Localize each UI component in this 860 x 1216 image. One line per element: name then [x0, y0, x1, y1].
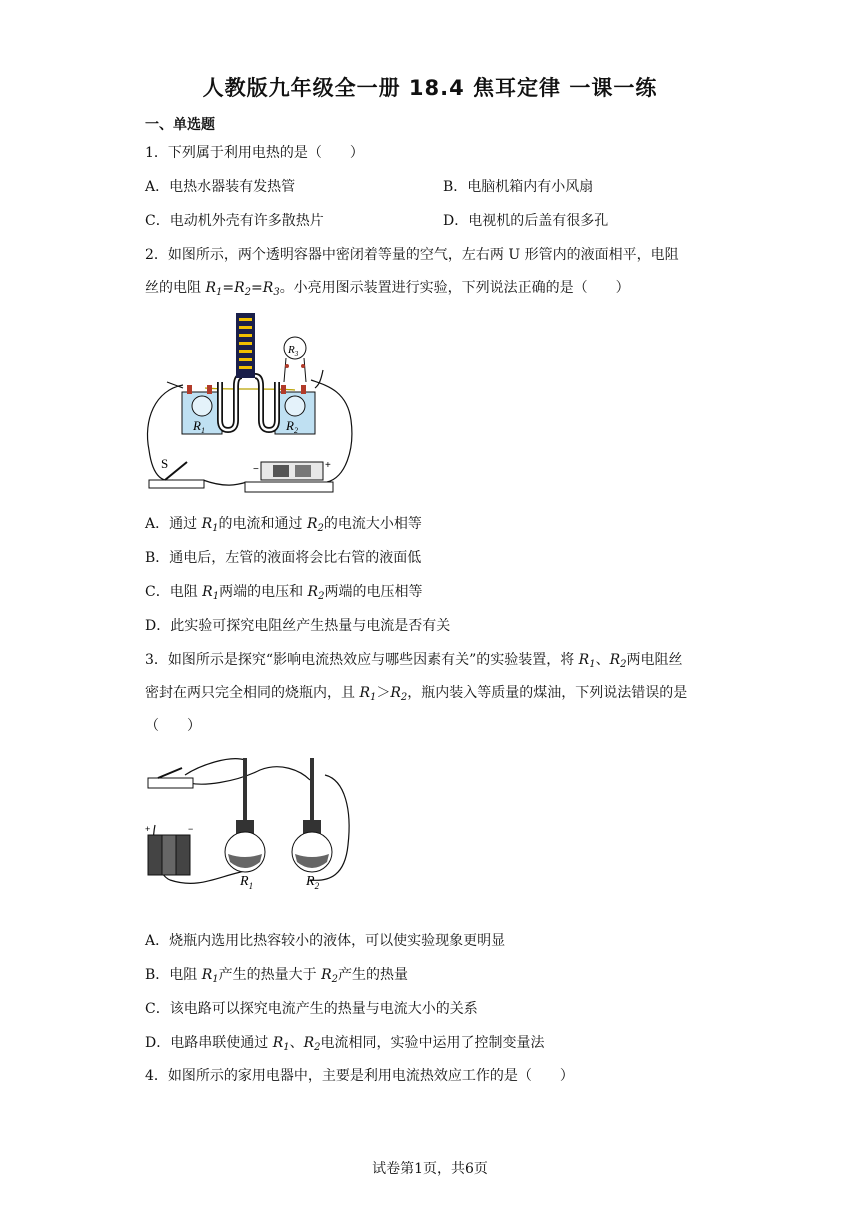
q1-option-a: A．电热水器装有发热管: [145, 179, 296, 195]
svg-text:R1: $R_1$: [240, 874, 254, 891]
q2-circuit-figure: [145, 310, 365, 500]
switch-icon: [148, 778, 193, 788]
svg-text:−: −: [188, 824, 194, 834]
q1-option-b: B．电脑机箱内有小风扇: [443, 179, 594, 195]
page-title: 人教版九年级全一册 18.4 焦耳定律 一课一练: [202, 76, 658, 100]
battery-box-icon: [245, 482, 333, 492]
q4-stem: 4．如图所示的家用电器中，主要是利用电流热效应工作的是（ ）: [145, 1068, 574, 1084]
q3-option-c: C．该电路可以探究电流产生的热量与电流大小的关系: [145, 1001, 478, 1017]
switch-icon: [149, 480, 204, 488]
q2-stem-line1: 2．如图所示，两个透明容器中密闭着等量的空气，左右两 U 形管内的液面相平，电阻: [145, 247, 679, 263]
q3-stem-line1: 3．如图所示是探究“影响电流热效应与哪些因素有关”的实验装置，将 $R_1$、$R_2$两电阻丝: [145, 652, 683, 670]
q3-stem-line3: （ ）: [145, 718, 201, 734]
svg-text:R2: $R_2$: [286, 418, 298, 435]
q2-stem-line2: 丝的电阻 $R_1=R_2=R_3$。小亮用图示装置进行实验，下列说法正确的是（ ）: [145, 280, 630, 298]
q2-option-c: C．电阻 $R_1$两端的电压和 $R_2$两端的电压相等: [145, 584, 423, 602]
q3-flask-figure: [140, 750, 355, 895]
q3-stem-line2: 密封在两只完全相同的烧瓶内，且 $R_1>R_2$，瓶内装入等质量的煤油，下列说法错误的是: [145, 685, 688, 703]
svg-text:+: +: [145, 824, 151, 834]
q1-stem: 1．下列属于利用电热的是（ ）: [145, 145, 364, 161]
battery-icon: [148, 835, 190, 875]
svg-text:S: S: [161, 456, 169, 471]
page-footer: 试卷第1页，共6页: [372, 1161, 488, 1177]
svg-text:R1: $R_1$: [193, 418, 205, 435]
q3-option-a: A．烧瓶内选用比热容较小的液体，可以使实验现象更明显: [145, 933, 506, 949]
svg-text:+: +: [325, 460, 331, 471]
q3-option-b: B．电阻 $R_1$产生的热量大于 $R_2$产生的热量: [145, 967, 409, 985]
svg-text:R2: $R_2$: [306, 874, 320, 891]
q2-option-a: A．通过 $R_1$的电流和通过 $R_2$的电流大小相等: [145, 516, 422, 534]
q3-option-d: D．电路串联使通过 $R_1$、$R_2$电流相同，实验中运用了控制变量法: [145, 1035, 545, 1053]
q1-option-d: D．电视机的后盖有很多孔: [443, 213, 609, 229]
flask-r1-icon: [225, 758, 265, 872]
q1-option-c: C．电动机外壳有许多散热片: [145, 213, 324, 229]
q2-option-d: D．此实验可探究电阻丝产生热量与电流是否有关: [145, 618, 451, 634]
svg-text:−: −: [253, 464, 259, 475]
section-heading: 一、单选题: [145, 117, 215, 133]
svg-text:R3: $R_3$: [288, 344, 299, 358]
q2-option-b: B．通电后，左管的液面将会比右管的液面低: [145, 550, 422, 566]
